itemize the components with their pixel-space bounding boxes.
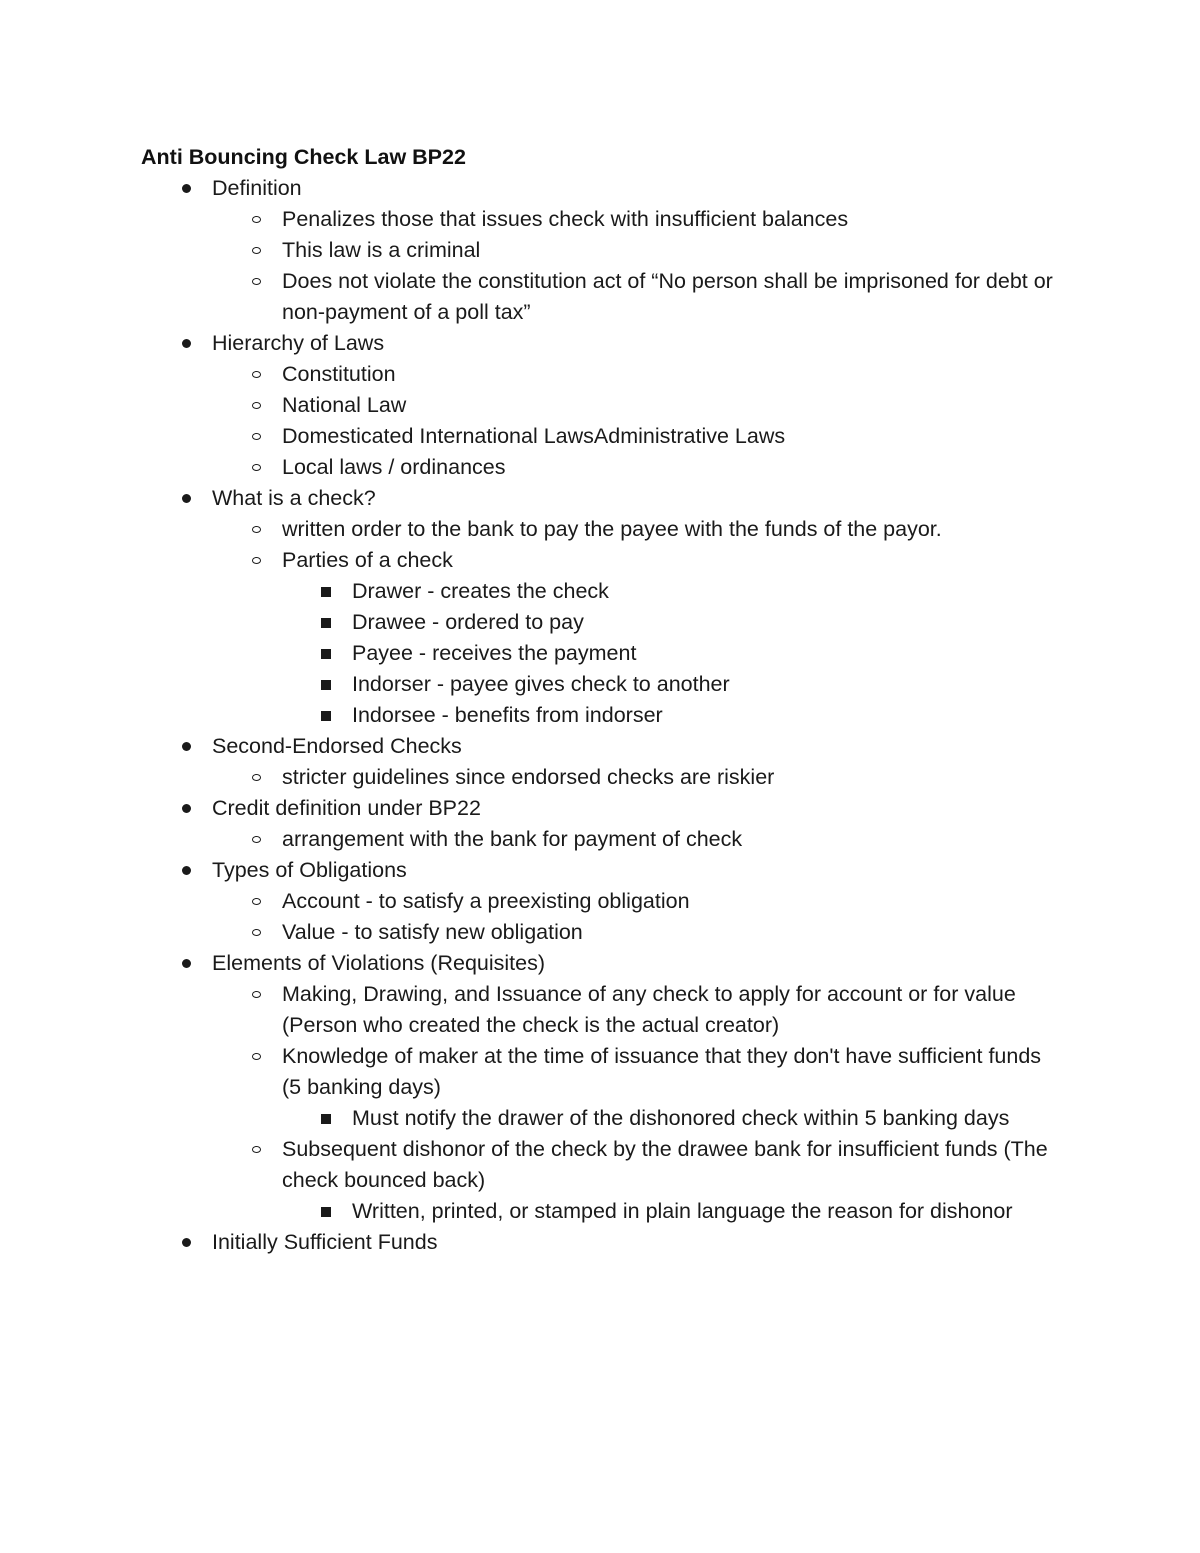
list-item-text: Payee - receives the payment (352, 641, 637, 665)
bullet-circle-icon (246, 421, 266, 452)
list-item-level-2 (0, 235, 1062, 266)
list-item-text: Making, Drawing, and Issuance of any check to apply for account or for value (Person who created the check is the actual creator) (282, 982, 1016, 1037)
bullet-circle-icon (246, 545, 266, 576)
list-item-text: Knowledge of maker at the time of issuance that they don't have sufficient funds (5 banking days) (282, 1044, 1042, 1099)
list-item-text: Domesticated International LawsAdministrative Laws (282, 424, 786, 448)
list-item-level-2 (0, 545, 1062, 576)
bullet-square-icon (316, 638, 336, 669)
list-item-level-1 (0, 855, 1062, 886)
bullet-square-icon (316, 576, 336, 607)
bullet-circle-icon (246, 390, 266, 421)
bullet-circle-icon (246, 886, 266, 917)
bullet-circle-icon (246, 204, 266, 235)
list-item-level-2 (0, 390, 1062, 421)
list-item-level-2 (0, 514, 1062, 545)
list-item-level-1 (0, 793, 1062, 824)
list-item-level-1 (0, 731, 1062, 762)
list-item-text: Penalizes those that issues check with insufficient balances (282, 207, 849, 231)
list-item-level-2 (0, 824, 1062, 855)
bullet-circle-icon (246, 1134, 266, 1165)
list-item-level-3 (0, 638, 1062, 669)
list-item-text: Value - to satisfy new obligation (282, 920, 583, 944)
bullet-disc-icon (176, 173, 196, 204)
list-item-level-2 (0, 762, 1062, 793)
bullet-square-icon (316, 1196, 336, 1227)
list-item-level-3 (0, 1196, 1062, 1227)
list-item-level-3 (0, 1103, 1062, 1134)
bullet-circle-icon (246, 514, 266, 545)
bullet-circle-icon (246, 1041, 266, 1072)
list-item-text: Subsequent dishonor of the check by the drawee bank for insufficient funds (The check bounced back) (282, 1137, 1048, 1192)
bullet-circle-icon (246, 266, 266, 297)
bullet-circle-icon (246, 917, 266, 948)
list-item-text: Hierarchy of Laws (212, 331, 385, 355)
list-item-text: Written, printed, or stamped in plain language the reason for dishonor (352, 1199, 1013, 1223)
document-title: Anti Bouncing Check Law BP22 (141, 145, 466, 169)
bullet-disc-icon (176, 731, 196, 762)
list-item-level-1 (0, 1227, 1062, 1258)
list-item-text: Does not violate the constitution act of “No person shall be imprisoned for debt or non-payment of a poll tax” (282, 269, 1053, 324)
list-item-level-3 (0, 576, 1062, 607)
outline-list (0, 173, 1200, 1258)
list-item-text: arrangement with the bank for payment of check (282, 827, 743, 851)
bullet-disc-icon (176, 483, 196, 514)
list-item-text: written order to the bank to pay the payee with the funds of the payor. (282, 517, 942, 541)
list-item-text: National Law (282, 393, 407, 417)
bullet-square-icon (316, 669, 336, 700)
list-item-text: stricter guidelines since endorsed checks are riskier (282, 765, 775, 789)
list-item-text: Parties of a check (282, 548, 453, 572)
list-item-text: Definition (212, 176, 302, 200)
bullet-circle-icon (246, 762, 266, 793)
list-item-text: Types of Obligations (212, 858, 407, 882)
list-item-level-2 (0, 452, 1062, 483)
list-item-text: Elements of Violations (Requisites) (212, 951, 546, 975)
list-item-text: What is a check? (212, 486, 376, 510)
list-item-text: Indorsee - benefits from indorser (352, 703, 663, 727)
list-item-text: Constitution (282, 362, 396, 386)
list-item-text: Credit definition under BP22 (212, 796, 481, 820)
bullet-disc-icon (176, 855, 196, 886)
list-item-level-2 (0, 979, 1062, 1041)
bullet-disc-icon (176, 1227, 196, 1258)
list-item-text: Local laws / ordinances (282, 455, 506, 479)
list-item-level-2 (0, 917, 1062, 948)
list-item-level-1 (0, 948, 1062, 979)
bullet-circle-icon (246, 824, 266, 855)
list-item-level-2 (0, 204, 1062, 235)
list-item-text: Drawee - ordered to pay (352, 610, 584, 634)
list-item-level-1 (0, 328, 1062, 359)
list-item-level-2 (0, 1041, 1062, 1103)
bullet-circle-icon (246, 359, 266, 390)
bullet-disc-icon (176, 948, 196, 979)
list-item-text: Indorser - payee gives check to another (352, 672, 730, 696)
list-item-text: Initially Sufficient Funds (212, 1230, 438, 1254)
list-item-text: Account - to satisfy a preexisting obligation (282, 889, 690, 913)
bullet-square-icon (316, 1103, 336, 1134)
bullet-square-icon (316, 700, 336, 731)
list-item-level-2 (0, 421, 1062, 452)
list-item-level-3 (0, 700, 1062, 731)
bullet-circle-icon (246, 452, 266, 483)
list-item-level-3 (0, 669, 1062, 700)
bullet-circle-icon (246, 979, 266, 1010)
list-item-level-2 (0, 266, 1062, 328)
list-item-level-3 (0, 607, 1062, 638)
list-item-level-2 (0, 886, 1062, 917)
list-item-level-1 (0, 483, 1062, 514)
list-item-level-2 (0, 1134, 1062, 1196)
list-item-text: Must notify the drawer of the dishonored check within 5 banking days (352, 1106, 1010, 1130)
bullet-disc-icon (176, 328, 196, 359)
list-item-text: Drawer - creates the check (352, 579, 609, 603)
list-item-text: Second-Endorsed Checks (212, 734, 462, 758)
bullet-square-icon (316, 607, 336, 638)
bullet-disc-icon (176, 793, 196, 824)
list-item-level-2 (0, 359, 1062, 390)
bullet-circle-icon (246, 235, 266, 266)
list-item-level-1 (0, 173, 1062, 204)
list-item-text: This law is a criminal (282, 238, 481, 262)
